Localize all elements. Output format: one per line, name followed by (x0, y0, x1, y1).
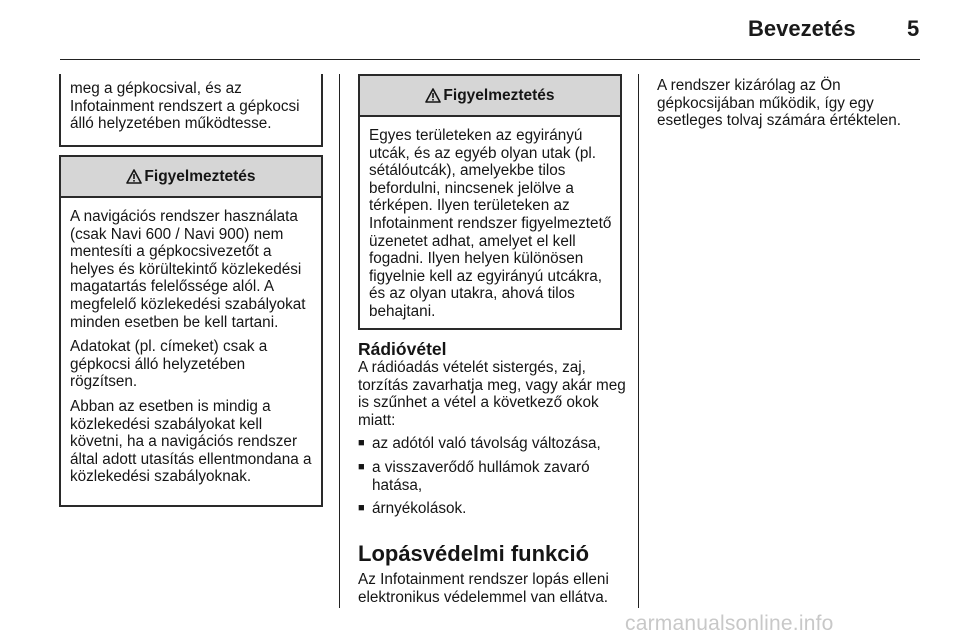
right-column-text: A rendszer kizárólag az Ön gépkocsijában működik, így egy esetleges tolvaj számára értéktelen. (657, 77, 902, 130)
warning-title: Figyelmeztetés (443, 86, 555, 104)
warning-body (61, 198, 321, 486)
warning-paragraph: Egyes területeken az egyirányú utcák, és az egyéb olyan utak (pl. sétálóutcák), amelyekbe tilos befordulni, nincsenek jelölve a térképen. Ilyen területeken az Infotainment rendszer figyelmeztető üzenetet adhat, amelyet el kell fogadni. Ilyen helyen különösen figyelnie kell az egyirányú utcákra, és az olyan utakra, ahová tilos behajtani. (369, 127, 612, 320)
continuation-box (59, 74, 323, 147)
header-divider (60, 59, 920, 60)
bullet-square-icon: ■ (358, 437, 365, 450)
list-item: ■ a visszaverődő hullámok zavaró hatása, (358, 458, 590, 494)
warning-triangle-icon (425, 88, 441, 103)
warning-body (360, 117, 620, 321)
watermark: carmanualsonline.info (625, 612, 834, 635)
column-divider-right (638, 74, 639, 608)
continuation-text: meg a gépkocsival, és az Infotainment rendszert a gépkocsi álló helyzetében működtesse. (70, 80, 300, 133)
warning-paragraph: Abban az esetben is mindig a közlekedési szabályokat kell követni, ha a navigációs rendszer által adott utasítás ellentmondana a közlekedési szabályoknak. (70, 397, 312, 486)
section-intro: A rádióadás vételét sistergés, zaj, torzítás zavarhatja meg, vagy akár meg is szűnhet a vétel a következő okok miatt: (358, 359, 626, 429)
warning-title: Figyelmeztetés (144, 167, 256, 185)
list-item: ■ árnyékolások. (358, 500, 467, 518)
section-text: Az Infotainment rendszer lopás elleni elektronikus védelemmel van ellátva. (358, 571, 609, 606)
bullet-square-icon: ■ (358, 502, 365, 515)
column-divider-left (339, 74, 340, 608)
warning-paragraph: Adatokat (pl. címeket) csak a gépkocsi álló helyzetében rögzítsen. (70, 338, 268, 391)
page-number: 5 (907, 16, 920, 41)
page-title: Bevezetés (748, 16, 856, 41)
list-item: ■ az adótól való távolság változása, (358, 435, 601, 453)
warning-header (360, 76, 620, 117)
bullet-square-icon: ■ (358, 460, 365, 473)
theft-section (358, 541, 630, 606)
radio-section (358, 339, 630, 518)
warning-header (61, 157, 321, 198)
warning-paragraph: A navigációs rendszer használata (csak Navi 600 / Navi 900) nem mentesíti a gépkocsivezetőt a helyes és körültekintő közlekedési magatartás felelőssége alól. A megfelelő közlekedési szabályokat minden esetben be kell tartani. (70, 208, 306, 331)
warning-triangle-icon (126, 169, 142, 184)
warning-box-navigation (59, 155, 323, 507)
section-heading: Lopásvédelmi funkció (358, 541, 590, 566)
section-heading: Rádióvétel (358, 339, 447, 359)
warning-box-oneway (358, 74, 622, 330)
